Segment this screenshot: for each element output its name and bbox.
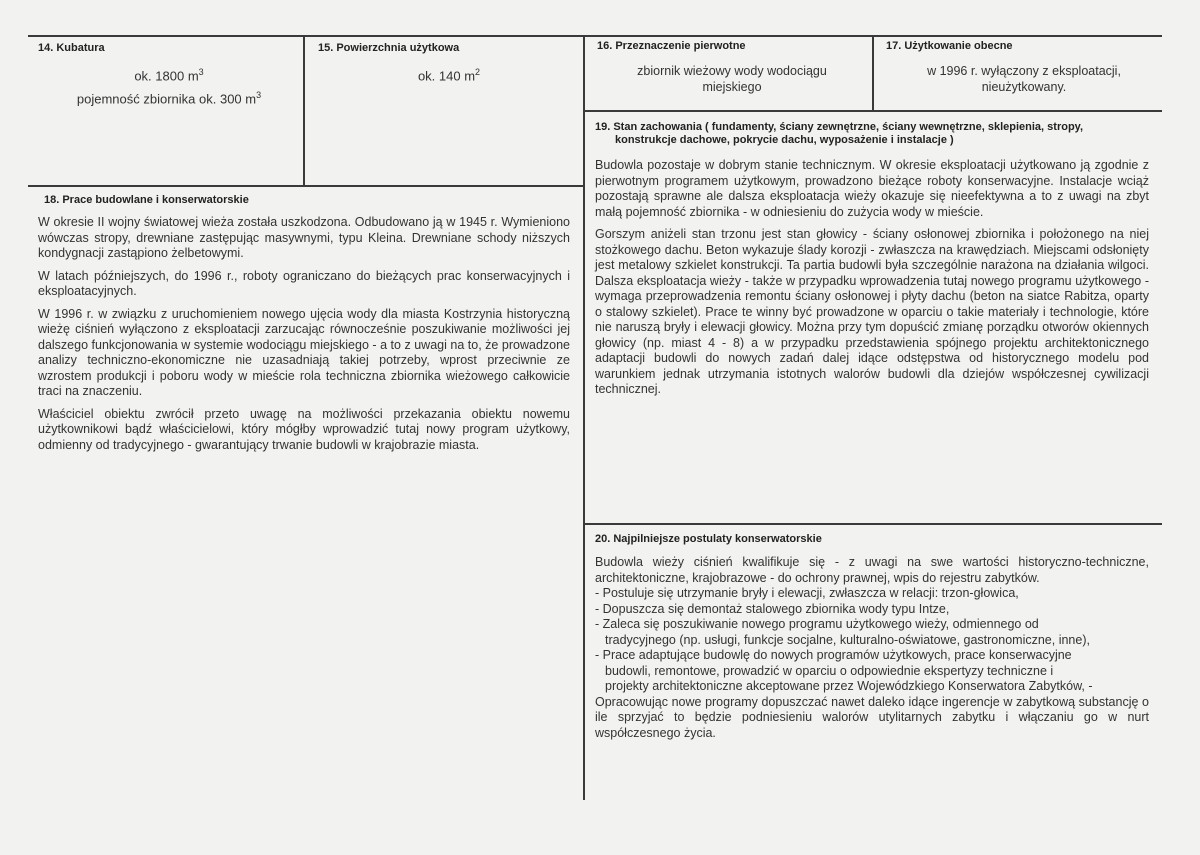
section-15-usable-area xyxy=(318,42,580,84)
section-17-title: 17. Użytkowanie obecne xyxy=(886,40,1013,52)
section-19-condition xyxy=(595,121,1149,405)
kubatura-value: ok. 1800 m xyxy=(134,68,199,84)
divider-16-17 xyxy=(872,35,874,110)
postulate-line: budowli, remontowe, prowadzić w oparciu o odpowiednie ekspertyzy techniczne i xyxy=(605,663,1054,678)
section-18-paragraph: W latach późniejszych, do 1996 r., roboty ograniczano do bieżących prac konserwacyjnych i eksploatacyjnych. xyxy=(38,268,570,298)
section-16-title: 16. Przeznaczenie pierwotne xyxy=(597,40,746,52)
usable-area-unit-sup: 2 xyxy=(475,67,481,77)
kubatura-unit-sup: 3 xyxy=(198,67,204,77)
postulate-line: - Zaleca się poszukiwanie nowego programu użytkowego wieży, odmiennego od xyxy=(595,617,1039,631)
section-18-paragraph: W okresie II wojny światowej wieża została uszkodzona. Odbudowano ją w 1945 r. Wymieniono wówczas stropy, drewniane zastępując masywnymi, typu Kleina. Drewniane schody niższych kondygnacji zastąpiono żelbetowymi. xyxy=(38,215,570,260)
postulate-line: projekty architektoniczne akceptowane przez Wojewódzkiego Konserwatora Zabytków, - xyxy=(605,679,1093,693)
postulate-line: Budowla wieży ciśnień kwalifikuje się - z uwagi na swe wartości historyczno-techniczne, architektoniczne, krajobrazowe - do ochrony prawnej, wpis do rejestru zabytków. xyxy=(595,555,1149,585)
original-purpose-line1: zbiornik wieżowy wody wodociągu xyxy=(637,64,827,78)
section-19-paragraph: Gorszym aniżeli stan trzonu jest stan głowicy - ściany osłonowej zbiornika i położonego na niej stożkowego dachu. Beton wykazuje ślady korozji - zwłaszcza na krawędziach. Miejscami odsłonięty jest metalowy szkielet konstrukcji. Ta partia budowli była szczególnie narażona na działania wilgoci. Dalsza eksploatacja wieży - także w przypadku wprowadzenia tutaj nowego programu użytkowego - wymaga przeprowadzenia remontu ściany osłonowej i płyty dachu (beton na siatce Rabitza, oparty o stalowy szkielet). Prace te winny być prowadzone w oparciu o takie materiały i technologie, które nie naruszą bryły i elewacji głowicy. Można przy tym dopuścić zmianę porządku otworów okiennych głowicy (np. miast 4 - 8) a w przypadku przedstawienia spójnego projektu architektonicznego adaptacji budowli do nowych zadań dalej idące odstępstwa od historycznego modelu pod warunkiem jednak utrzymania istotnych walorów budowli dla dziejów współczesnej cywilizacji technicznej. xyxy=(595,227,1149,396)
section-18-paragraph: Właściciel obiektu zwrócił przeto uwagę na możliwości przekazania obiektu nowemu użytkownikowi bądź właścicielowi, który mógłby wprowadzić tutaj nowy program użytkowy, odmienny od tradycyjnego - gwarantujący trwanie budowli w krajobrazie miasta. xyxy=(38,406,570,452)
postulate-line: Opracowując nowe programy dopuszczać nawet daleko idące ingerencje w zabytkową substancję o ile sprzyjać to będzie podniesieniu walorów utylitarnych zabytku i włączaniu go w nurt współczesnego życia. xyxy=(595,694,1149,740)
section-19-paragraph: Budowla pozostaje w dobrym stanie technicznym. W okresie eksploatacji użytkowano ją zgodnie z pierwotnym programem użytkowym, prowadzono bieżące roboty konserwacyjne. Instalacje wciąż pozostają sprawne ale dalsza eksploatacja wieży okazuje się nieefektywna a to z uwagi na zbyt małą pojemność zbiornika - w odniesieniu do zużycia wody w mieście. xyxy=(595,158,1149,219)
section-20-title: 20. Najpilniejsze postulaty konserwatorskie xyxy=(595,533,822,545)
divider-row-16-19 xyxy=(585,110,1162,112)
section-17-current-use xyxy=(886,40,1162,95)
postulate-line: - Prace adaptujące budowlę do nowych programów użytkowych, prace konserwacyjne xyxy=(595,648,1072,662)
section-18-paragraph: W 1996 r. w związku z uruchomieniem nowego ujęcia wody dla miasta Kostrzynia historyczną wieżę ciśnień wyłączono z eksploatacji zarzucając równocześnie poszukiwanie możliwości jej dalszego funkcjonowania w systemie wodociągu miejskiego - a to z uwagi na to, że prowadzone analizy techniczno-ekonomiczne nie uzasadniają takiej potrzeby, wprost przeciwnie ze wzrostem produkcji i poboru wody w mieście rola techniczna zbiornika wieżowego całkowicie traci na znaczeniu. xyxy=(38,306,570,398)
postulate-line: - Dopuszcza się demontaż stalowego zbiornika wody typu Intze, xyxy=(595,601,950,616)
divider-left-14-18 xyxy=(28,185,584,187)
section-14-kubatura xyxy=(38,42,300,108)
postulate-line: tradycyjnego (np. usługi, funkcje socjalne, kulturalno-oświatowe, gastronomiczne, inne), xyxy=(605,632,1090,647)
tank-capacity-value: pojemność zbiornika ok. 300 m xyxy=(76,91,257,107)
section-19-title-line2: konstrukcje dachowe, pokrycie dachu, wyposażenie i instalacje ) xyxy=(615,134,954,146)
section-20-conservation-postulates xyxy=(595,533,1149,741)
current-use-line1: w 1996 r. wyłączony z eksploatacji, xyxy=(927,64,1121,78)
section-16-original-purpose xyxy=(597,40,867,95)
divider-center xyxy=(583,35,585,800)
section-18-construction-works xyxy=(38,194,570,460)
section-14-title: 14. Kubatura xyxy=(38,42,105,54)
tank-capacity-unit-sup: 3 xyxy=(256,90,262,101)
current-use-line2: nieużytkowany. xyxy=(981,80,1067,94)
divider-14-15 xyxy=(303,35,305,185)
section-18-title: 18. Prace budowlane i konserwatorskie xyxy=(44,194,249,206)
postulate-line: - Postuluje się utrzymanie bryły i elewacji, zwłaszcza w relacji: trzon-głowica, xyxy=(595,586,1019,600)
section-19-title-line1: 19. Stan zachowania ( fundamenty, ściany zewnętrzne, ściany wewnętrzne, sklepienia, stropy, xyxy=(595,121,1084,133)
top-border xyxy=(28,35,1162,37)
divider-right-19-20 xyxy=(585,523,1162,525)
original-purpose-line2: miejskiego xyxy=(702,80,762,94)
section-15-title: 15. Powierzchnia użytkowa xyxy=(318,42,460,54)
usable-area-value: ok. 140 m xyxy=(417,68,476,84)
